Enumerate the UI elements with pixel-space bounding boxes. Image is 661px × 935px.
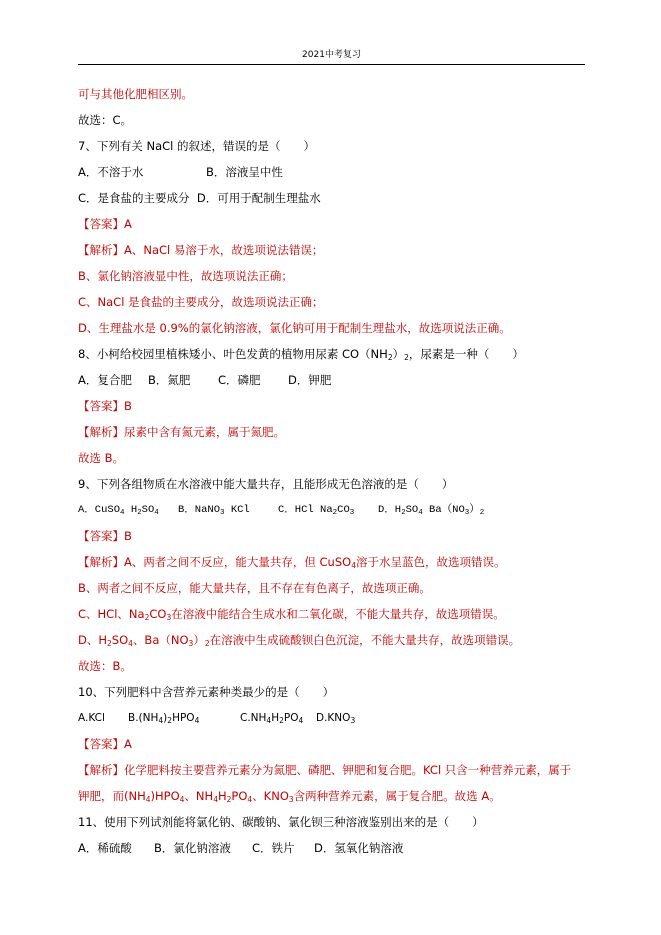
option-text: H (271, 712, 280, 724)
option-b: B．氮肥 (148, 373, 191, 387)
analysis-text: SO (111, 633, 129, 647)
subscript: 4 (145, 795, 151, 804)
subscript: 2 (204, 639, 210, 648)
question-7-options-ab (78, 164, 283, 180)
analysis-text: 溶于水呈蓝色，故选项错误。 (355, 555, 506, 569)
analysis-line (78, 424, 285, 440)
option-d (378, 504, 484, 516)
subscript: 2 (387, 353, 393, 362)
option-text: ) (163, 712, 168, 724)
question-9-options (78, 502, 484, 521)
subscript: 4 (247, 795, 253, 804)
header-title: 2021中考复习 (302, 50, 361, 60)
option-text: Ba（NO (422, 504, 465, 516)
analysis-text: 化学肥料按主要营养元素分为氮肥、磷肥、钾肥和复合肥。KCl 只含一种营养元素，属于 (124, 763, 572, 777)
subscript: 4 (194, 716, 200, 725)
option-text: D.KNO (316, 712, 351, 724)
analysis-line: C、NaCl 是食盐的主要成分，故选项说法正确； (78, 295, 324, 309)
question-11-stem: 11、使用下列试剂能将氯化钠、碳酸钠、氯化钡三种溶液鉴别出来的是（ ） (78, 815, 484, 829)
subscript: 4 (298, 716, 304, 725)
option-b (178, 502, 278, 521)
option-c: C．铁片 (252, 841, 295, 855)
option-text: B．NaNO (178, 504, 221, 516)
analysis-text: A、两者之间不反应，能大量共存，但 CuSO (124, 555, 352, 569)
subscript: 2 (332, 509, 338, 517)
option-text: B.(NH (128, 712, 159, 724)
analysis-text: 在溶液中能结合生成水和二氧化碳，不能大量共存，故选项错误。 (171, 607, 505, 621)
subscript: 4 (158, 716, 164, 725)
question-10-stem: 10、下列肥料中含营养元素种类最少的是（ ） (78, 685, 335, 699)
option-a: A．稀硫酸 (78, 841, 132, 855)
analysis-text: 钾肥，而(NH (78, 789, 146, 803)
analysis-line: B、氯化钠溶液显中性，故选项说法正确； (78, 269, 293, 283)
analysis-line: B、两者之间不反应，能大量共存，且不存在有色离子，故选项正确。 (78, 581, 431, 595)
subscript: 3 (349, 509, 355, 517)
analysis-line: D、生理盐水是 0.9%的氯化钠溶液，氯化钠可用于配制生理盐水，故选项说法正确。 (78, 321, 511, 335)
option-text: SO (405, 504, 419, 516)
option-c: C．磷肥 (218, 373, 261, 387)
answer-line (78, 398, 132, 414)
subscript: 3 (288, 795, 294, 804)
option-text: KCl (224, 504, 250, 516)
subscript: 2 (144, 613, 150, 622)
question-8-options (78, 372, 331, 388)
answer-label: 【答案】 (78, 217, 124, 231)
choose-line: 故选 B。 (78, 451, 125, 465)
option-b: B．氯化钠溶液 (154, 841, 231, 855)
subscript: 4 (179, 795, 185, 804)
question-10-options (78, 710, 355, 729)
analysis-text: 、NH (184, 789, 214, 803)
choose-line: 故选：C。 (78, 113, 133, 127)
option-d: D．可用于配制生理盐水 (196, 191, 321, 205)
analysis-label: 【解析】 (78, 763, 124, 777)
subscript: 3 (166, 613, 172, 622)
answer-label: 【答案】 (78, 529, 124, 543)
answer-label: 【答案】 (78, 399, 124, 413)
option-text: SO (141, 504, 155, 516)
subscript: 4 (418, 509, 423, 517)
option-text: ） (469, 504, 480, 516)
analysis-text: 尿素中含有氮元素，属于氮肥。 (124, 425, 285, 439)
answer-line (78, 528, 132, 544)
analysis-line: 可与其他化肥相区别。 (78, 87, 193, 101)
analysis-text: 、Ba（NO (132, 633, 189, 647)
analysis-text: ） (193, 633, 205, 647)
analysis-text: 、KNO (252, 789, 289, 803)
option-text: A．CuSO (78, 504, 121, 516)
option-text: C.NH (240, 712, 267, 724)
subscript: 4 (128, 639, 133, 648)
subscript: 4 (120, 509, 125, 517)
subscript: 4 (154, 509, 159, 517)
option-a (78, 502, 178, 521)
analysis-label: 【解析】 (78, 555, 124, 569)
question-7-options-cd (78, 190, 321, 206)
option-d: D．钾肥 (288, 373, 332, 387)
analysis-text: PO (231, 789, 248, 803)
question-9-stem: 9、下列各组物质在水溶液中能大量共存，且能形成无色溶液的是（ ） (78, 477, 454, 491)
subscript: 2 (226, 795, 232, 804)
question-11-options (78, 840, 403, 856)
option-b: B．溶液呈中性 (206, 165, 283, 179)
option-a: A．不溶于水 (78, 165, 144, 179)
subscript: 3 (220, 509, 225, 517)
answer-value: B (124, 529, 132, 543)
analysis-line (78, 554, 505, 574)
answer-value: B (124, 399, 132, 413)
option-text: Na (313, 504, 333, 516)
subscript: 2 (107, 639, 112, 648)
subscript: 2 (167, 716, 173, 725)
page-header (78, 48, 585, 65)
stem-text: ，尿素是一种（ ） (408, 347, 524, 361)
option-b (128, 710, 240, 729)
option-text: CO (337, 504, 350, 516)
option-d: D．氢氧化钠溶液 (314, 841, 404, 855)
analysis-text: )HPO (150, 789, 180, 803)
analysis-line (78, 788, 501, 808)
subscript: 4 (213, 795, 218, 804)
option-text: PO (283, 712, 299, 724)
subscript: 2 (137, 509, 142, 517)
answer-value: A (124, 737, 132, 751)
subscript: 4 (266, 716, 272, 725)
option-c: C．是食盐的主要成分 (78, 191, 190, 205)
analysis-line (78, 632, 520, 652)
option-c (240, 710, 316, 729)
subscript: 3 (188, 639, 194, 648)
subscript: 2 (279, 716, 284, 725)
stem-text: ） (392, 347, 405, 361)
answer-label: 【答案】 (78, 737, 124, 751)
answer-line (78, 216, 132, 232)
question-7-stem: 7、下列有关 NaCl 的叙述，错误的是（ ） (78, 139, 316, 153)
subscript: 3 (350, 716, 356, 725)
analysis-text: D、H (78, 633, 108, 647)
analysis-line (78, 606, 505, 626)
option-a: A．复合肥 (78, 373, 132, 387)
subscript: 2 (479, 509, 485, 517)
analysis-text: A、NaCl 易溶于水，故选项说法错误； (124, 243, 324, 257)
option-c (278, 502, 378, 521)
analysis-label: 【解析】 (78, 425, 124, 439)
answer-line (78, 736, 132, 752)
analysis-text: C、HCl、Na (78, 607, 145, 621)
answer-value: A (124, 217, 132, 231)
option-text: HPO (172, 712, 195, 724)
option-a: A.KCl (78, 712, 105, 724)
choose-line: 故选：B。 (78, 659, 132, 673)
question-8-stem (78, 346, 524, 366)
stem-text: 8、小柯给校园里植株矮小、叶色发黄的植物用尿素 CO（NH (78, 347, 388, 361)
subscript: 3 (464, 509, 470, 517)
subscript: 2 (404, 353, 409, 362)
analysis-line (78, 242, 323, 258)
subscript: 2 (401, 509, 406, 517)
analysis-text: CO (149, 607, 167, 621)
analysis-line (78, 762, 571, 778)
analysis-text: 在溶液中生成硫酸钡白色沉淀，不能大量共存，故选项错误。 (209, 633, 521, 647)
subscript: 4 (351, 561, 356, 570)
analysis-label: 【解析】 (78, 243, 124, 257)
analysis-text: H (217, 789, 227, 803)
option-d (316, 712, 355, 724)
analysis-text: 含两种营养元素，属于复合肥。故选 A。 (293, 789, 501, 803)
option-text: D．H (378, 504, 402, 516)
option-text: C．HCl (278, 504, 314, 516)
option-text: H (124, 504, 138, 516)
